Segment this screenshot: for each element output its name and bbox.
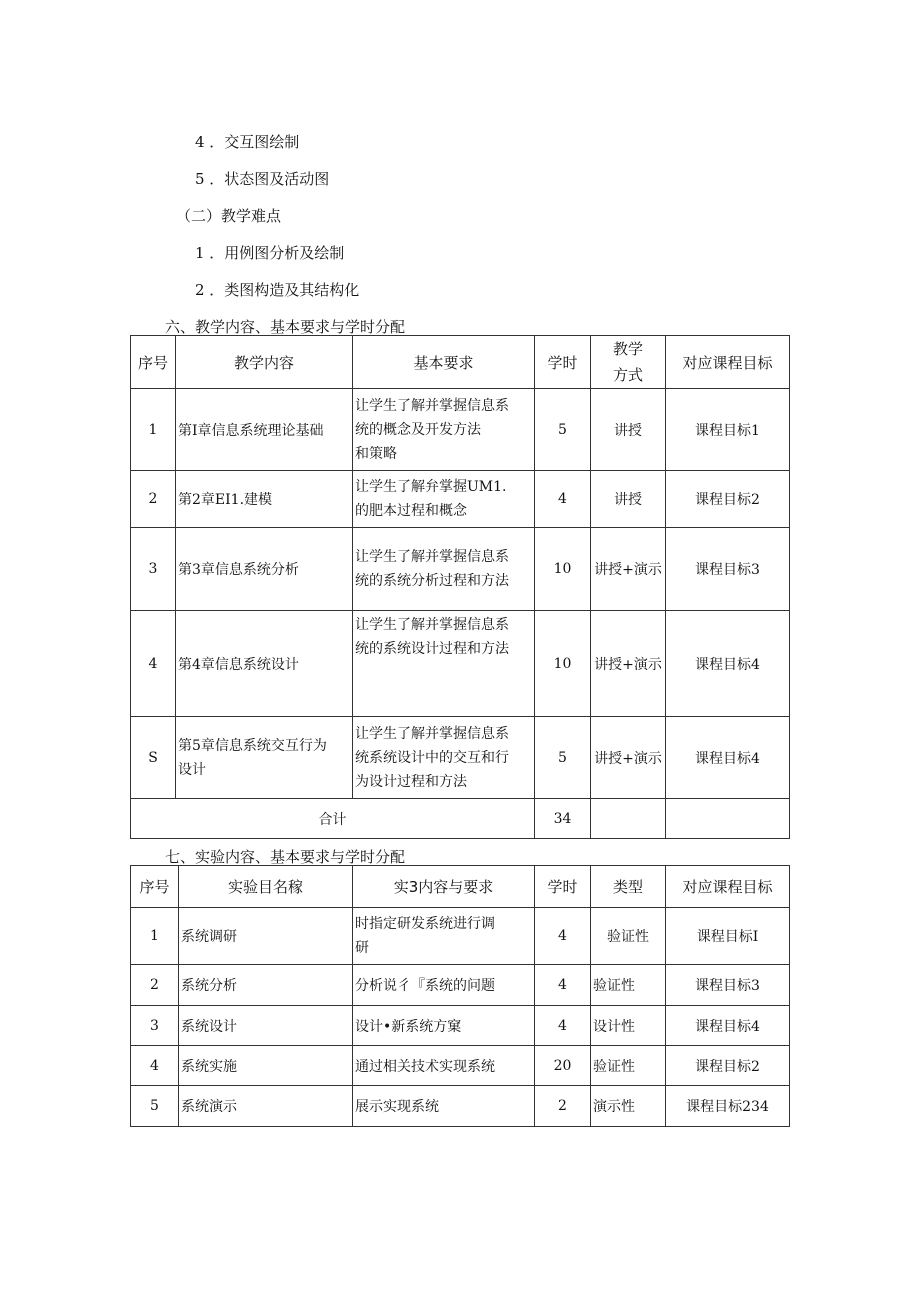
header-type: 类型 — [591, 866, 666, 908]
difficulty-item-2: 2 ．类图构造及其结构化 — [195, 281, 360, 299]
row-requirements: 让学生了解并掌握信息系 统的系统分析过程和方法 — [353, 528, 535, 611]
row-hours: 2 — [535, 1086, 591, 1127]
row-hours: 20 — [535, 1046, 591, 1086]
row-name: 系统实施 — [179, 1046, 353, 1086]
row-hours: 5 — [535, 389, 591, 471]
row-no: 4 — [131, 1046, 179, 1086]
row-requirements: 设计•新系统方窠 — [353, 1006, 535, 1046]
row-requirements: 展示实现系统 — [353, 1086, 535, 1127]
row-type: 验证性 — [591, 965, 666, 1006]
row-hours: 4 — [535, 965, 591, 1006]
teaching-content-table — [130, 335, 790, 839]
row-requirements: 让学生了解并掌握信息系 统的概念及开发方法 和策略 — [353, 389, 535, 471]
row-requirements: 让学生了解并掌握信息系 统的系统设计过程和方法 — [353, 611, 535, 717]
row-type: 设计性 — [591, 1006, 666, 1046]
list-item-interaction-diagram: 4 ．交互图绘制 — [195, 133, 300, 151]
total-label: 合计 — [131, 799, 535, 839]
table-row — [131, 528, 790, 611]
row-content: 第4章信息系统设计 — [176, 611, 353, 717]
section6-title: 六、教学内容、基本要求与学时分配 — [165, 318, 406, 336]
difficulty-heading: （二）教学难点 — [176, 207, 282, 225]
table-row — [131, 1006, 790, 1046]
row-hours: 10 — [535, 528, 591, 611]
header-hours: 学时 — [535, 336, 591, 389]
row-goal: 课程目标3 — [666, 528, 790, 611]
row-no: 1 — [131, 389, 176, 471]
row-goal: 课程目标4 — [666, 611, 790, 717]
difficulty-item-1: 1 ．用例图分析及绘制 — [195, 244, 345, 262]
table-row — [131, 965, 790, 1006]
table-row — [131, 1046, 790, 1086]
total-hours: 34 — [535, 799, 591, 839]
table-row — [131, 717, 790, 799]
table-row — [131, 1086, 790, 1127]
row-name: 系统分析 — [179, 965, 353, 1006]
row-type: 验证性 — [591, 1046, 666, 1086]
row-goal: 课程目标4 — [666, 1006, 790, 1046]
row-no: 2 — [131, 965, 179, 1006]
header-content-requirements: 实3内容与要求 — [353, 866, 535, 908]
row-goal: 课程目标1 — [666, 389, 790, 471]
header-goal: 对应课程目标 — [666, 866, 790, 908]
row-hours: 5 — [535, 717, 591, 799]
header-goal: 对应课程目标 — [666, 336, 790, 389]
row-content: 第3章信息系统分析 — [176, 528, 353, 611]
total-row — [131, 799, 790, 839]
header-hours: 学时 — [535, 866, 591, 908]
row-name: 系统演示 — [179, 1086, 353, 1127]
total-goal-empty — [666, 799, 790, 839]
section7-title: 七、实验内容、基本要求与学时分配 — [165, 848, 406, 866]
row-requirements: 时指定研发系统进行调 研 — [353, 908, 535, 965]
row-no: 3 — [131, 1006, 179, 1046]
list-item-state-activity-diagram: 5 ．状态图及活动图 — [195, 170, 330, 188]
table-row — [131, 389, 790, 471]
row-goal: 课程目标2 — [666, 1046, 790, 1086]
header-no: 序号 — [131, 866, 179, 908]
row-goal: 课程目标I — [666, 908, 790, 965]
row-no: S — [131, 717, 176, 799]
row-content: 第5章信息系统交互行为 设计 — [176, 717, 353, 799]
table-header-row — [131, 336, 790, 389]
row-goal: 课程目标4 — [666, 717, 790, 799]
row-method: 讲授+演示 — [591, 528, 666, 611]
row-content: 第2章EI1.建模 — [176, 471, 353, 528]
total-method-empty — [591, 799, 666, 839]
table-row — [131, 611, 790, 717]
table-row — [131, 471, 790, 528]
row-requirements: 让学生了解并掌握信息系 统系统设计中的交互和行 为设计过程和方法 — [353, 717, 535, 799]
row-method: 讲授 — [591, 389, 666, 471]
row-method: 讲授 — [591, 471, 666, 528]
row-requirements: 通过相关技术实现系统 — [353, 1046, 535, 1086]
header-requirements: 基本要求 — [353, 336, 535, 389]
row-no: 3 — [131, 528, 176, 611]
row-requirements: 分析说彳『系统的问题 — [353, 965, 535, 1006]
row-goal: 课程目标2 — [666, 471, 790, 528]
row-content: 第I章信息系统理论基础 — [176, 389, 353, 471]
header-content: 教学内容 — [176, 336, 353, 389]
table-header-row — [131, 866, 790, 908]
row-hours: 4 — [535, 471, 591, 528]
row-hours: 4 — [535, 908, 591, 965]
row-name: 系统设计 — [179, 1006, 353, 1046]
row-method: 讲授+演示 — [591, 717, 666, 799]
row-name: 系统调研 — [179, 908, 353, 965]
row-no: 4 — [131, 611, 176, 717]
row-no: 1 — [131, 908, 179, 965]
experiment-table — [130, 865, 790, 1127]
row-goal: 课程目标3 — [666, 965, 790, 1006]
row-no: 2 — [131, 471, 176, 528]
row-hours: 4 — [535, 1006, 591, 1046]
row-hours: 10 — [535, 611, 591, 717]
header-no: 序号 — [131, 336, 176, 389]
row-requirements: 让学生了解弁掌握UM1. 的肥本过程和概念 — [353, 471, 535, 528]
header-experiment-name: 实验目名稼 — [179, 866, 353, 908]
row-goal: 课程目标234 — [666, 1086, 790, 1127]
row-no: 5 — [131, 1086, 179, 1127]
row-type: 验证性 — [591, 908, 666, 965]
row-type: 演示性 — [591, 1086, 666, 1127]
table-row — [131, 908, 790, 965]
header-method: 教学 方式 — [591, 336, 666, 389]
row-method: 讲授+演示 — [591, 611, 666, 717]
